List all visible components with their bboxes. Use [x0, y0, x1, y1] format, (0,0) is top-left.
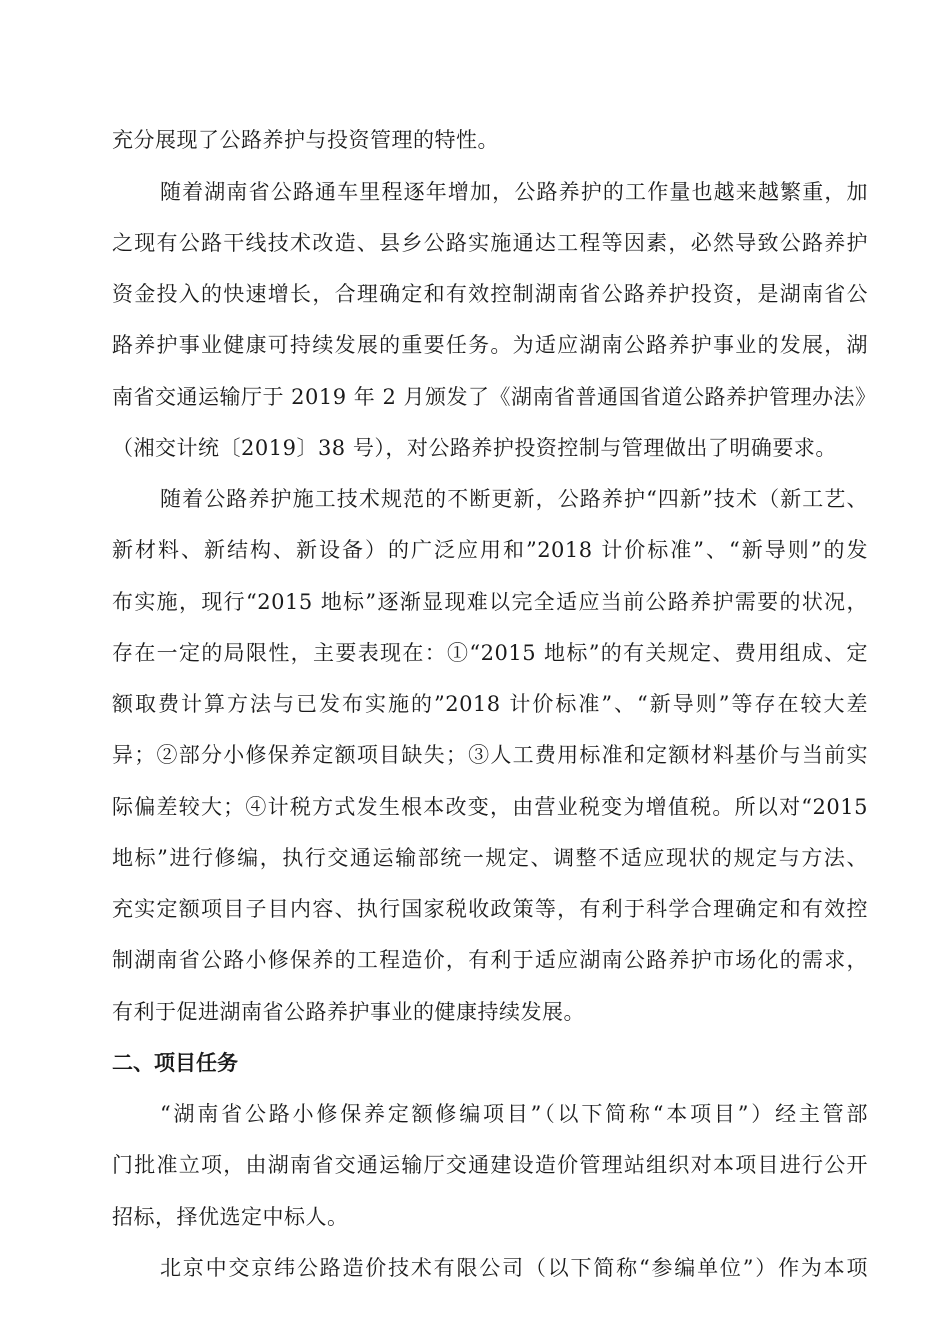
text-line: 资金投入的快速增长，合理确定和有效控制湖南省公路养护投资，是湖南省公	[112, 282, 868, 306]
text-line: 随着公路养护施工技术规范的不断更新，公路养护“四新”技术（新工艺、	[160, 487, 868, 511]
text-line: 北京中交京纬公路造价技术有限公司（以下简称“参编单位”）作为本项	[160, 1256, 868, 1280]
text-line: 招标，择优选定中标人。	[112, 1205, 349, 1229]
text-line: 额取费计算方法与已发布实施的”2018 计价标准”、“新导则”等存在较大差	[112, 692, 868, 716]
text-line: 异；②部分小修保养定额项目缺失；③人工费用标准和定额材料基价与当前实	[112, 743, 868, 767]
text-line: 门批准立项，由湖南省交通运输厅交通建设造价管理站组织对本项目进行公开	[112, 1153, 868, 1177]
text-line: 有利于促进湖南省公路养护事业的健康持续发展。	[112, 1000, 585, 1024]
text-line: （湘交计统〔2019〕38 号），对公路养护投资控制与管理做出了明确要求。	[112, 436, 837, 460]
text-line: 随着湖南省公路通车里程逐年增加，公路养护的工作量也越来越繁重，加	[160, 180, 868, 204]
text-line: 际偏差较大；④计税方式发生根本改变，由营业税变为增值税。所以对“2015	[112, 795, 868, 819]
section-heading: 二、项目任务	[112, 1051, 238, 1075]
text-line: 布实施，现行“2015 地标”逐渐显现难以完全适应当前公路养护需要的状况，	[112, 590, 868, 614]
text-line: 充分展现了公路养护与投资管理的特性。	[112, 128, 499, 152]
text-line: 充实定额项目子目内容、执行国家税收政策等，有利于科学合理确定和有效控	[112, 897, 868, 921]
text-line: 路养护事业健康可持续发展的重要任务。为适应湖南公路养护事业的发展，湖	[112, 333, 868, 357]
text-line: 新材料、新结构、新设备）的广泛应用和”2018 计价标准”、“新导则”的发	[112, 538, 868, 562]
text-line: 存在一定的局限性，主要表现在：①“2015 地标”的有关规定、费用组成、定	[112, 641, 868, 665]
text-line: 制湖南省公路小修保养的工程造价，有利于适应湖南公路养护市场化的需求，	[112, 948, 868, 972]
text-line: “湖南省公路小修保养定额修编项目”（以下简称“本项目”）经主管部	[160, 1102, 868, 1126]
text-line: 之现有公路干线技术改造、县乡公路实施通达工程等因素，必然导致公路养护	[112, 231, 868, 255]
text-line: 南省交通运输厅于 2019 年 2 月颁发了《湖南省普通国省道公路养护管理办法》	[112, 385, 877, 409]
text-line: 地标”进行修编，执行交通运输部统一规定、调整不适应现状的规定与方法、	[112, 846, 868, 870]
